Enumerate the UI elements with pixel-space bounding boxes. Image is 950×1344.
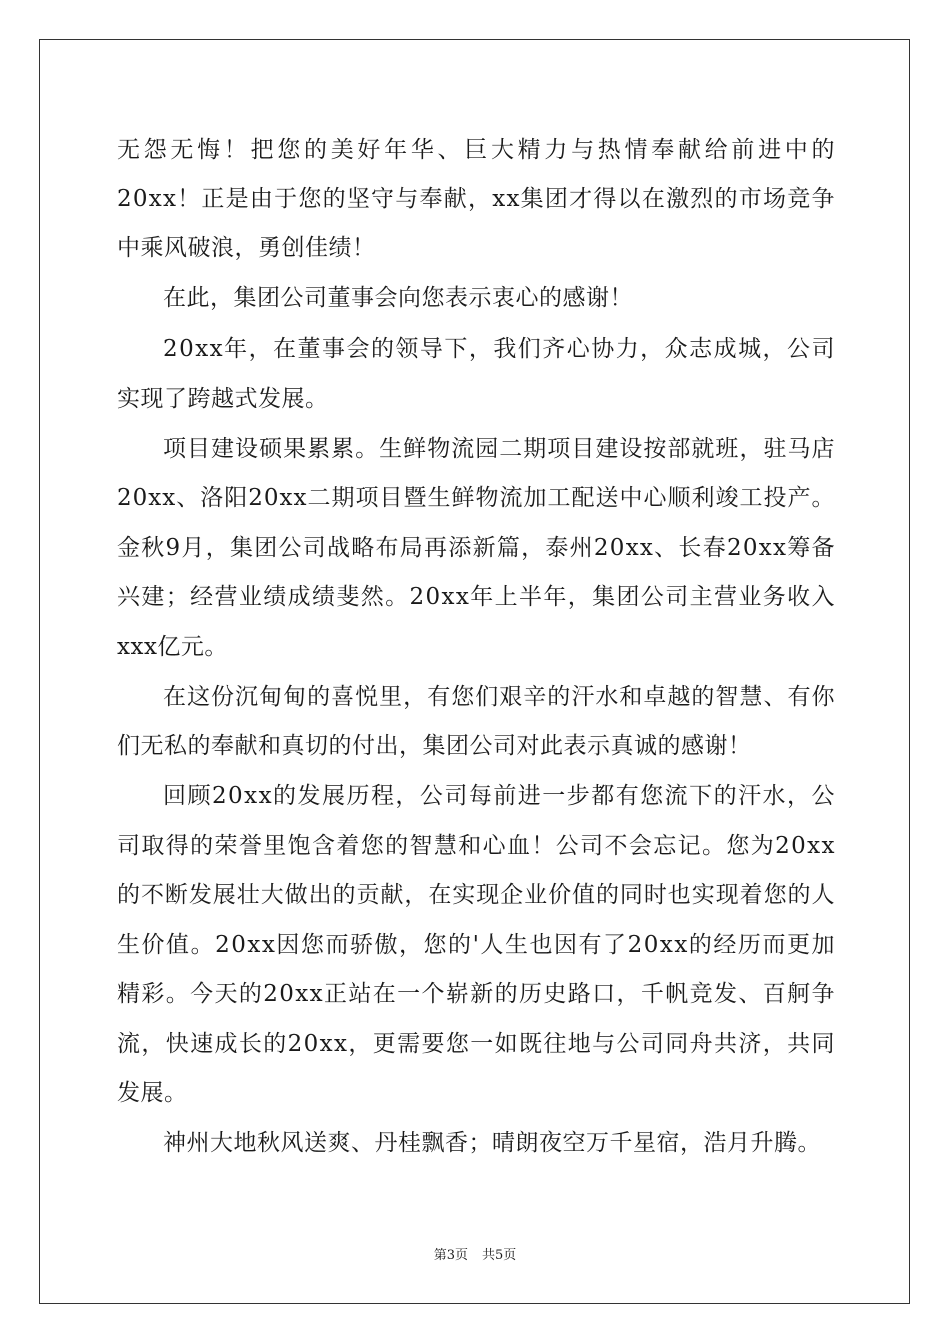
text-line: 20xx、洛阳20xx二期项目暨生鲜物流加工配送中心顺利竣工投产。 <box>117 485 836 511</box>
text-line: xxx亿元。 <box>117 634 228 660</box>
text-line: 司取得的荣誉里饱含着您的智慧和心血！公司不会忘记。您为20xx <box>117 833 836 859</box>
text-line: 20xx！正是由于您的坚守与奉献，xx集团才得以在激烈的市场竞争 <box>117 186 836 212</box>
text-line: 们无私的奉献和真切的付出，集团公司对此表示真诚的感谢！ <box>117 733 752 759</box>
total-pages-label: 共5页 <box>482 1248 517 1263</box>
text-line: 神州大地秋风送爽、丹桂飘香；晴朗夜空万千星宿，浩月升腾。 <box>163 1130 821 1156</box>
text-line: 在这份沉甸甸的喜悦里，有您们艰辛的汗水和卓越的智慧、有你 <box>163 684 836 710</box>
page-footer <box>0 1248 950 1264</box>
text-line: 流，快速成长的20xx，更需要您一如既往地与公司同舟共济，共同 <box>117 1031 836 1057</box>
text-line: 在此，集团公司董事会向您表示衷心的感谢！ <box>163 285 633 311</box>
text-line: 项目建设硕果累累。生鲜物流园二期项目建设按部就班，驻马店 <box>163 436 836 462</box>
current-page-label: 第3页 <box>433 1248 468 1263</box>
text-line: 的不断发展壮大做出的贡献，在实现企业价值的同时也实现着您的人 <box>117 882 836 908</box>
text-line: 回顾20xx的发展历程，公司每前进一步都有您流下的汗水，公 <box>163 783 836 809</box>
text-line: 无怨无悔！把您的美好年华、巨大精力与热情奉献给前进中的 <box>117 137 839 163</box>
text-line: 兴建；经营业绩成绩斐然。20xx年上半年，集团公司主营业务收入 <box>117 584 836 610</box>
text-line: 发展。 <box>117 1080 188 1106</box>
text-line: 实现了跨越式发展。 <box>117 386 329 412</box>
text-line: 20xx年，在董事会的领导下，我们齐心协力，众志成城，公司 <box>163 336 836 362</box>
page-border <box>39 39 910 1304</box>
text-line: 生价值。20xx因您而骄傲，您的'人生也因有了20xx的经历而更加 <box>117 932 837 958</box>
text-line: 精彩。今天的20xx正站在一个崭新的历史路口，千帆竞发、百舸争 <box>117 981 836 1007</box>
text-line: 金秋9月，集团公司战略布局再添新篇，泰州20xx、长春20xx筹备 <box>117 535 836 561</box>
text-line: 中乘风破浪，勇创佳绩！ <box>117 235 376 261</box>
